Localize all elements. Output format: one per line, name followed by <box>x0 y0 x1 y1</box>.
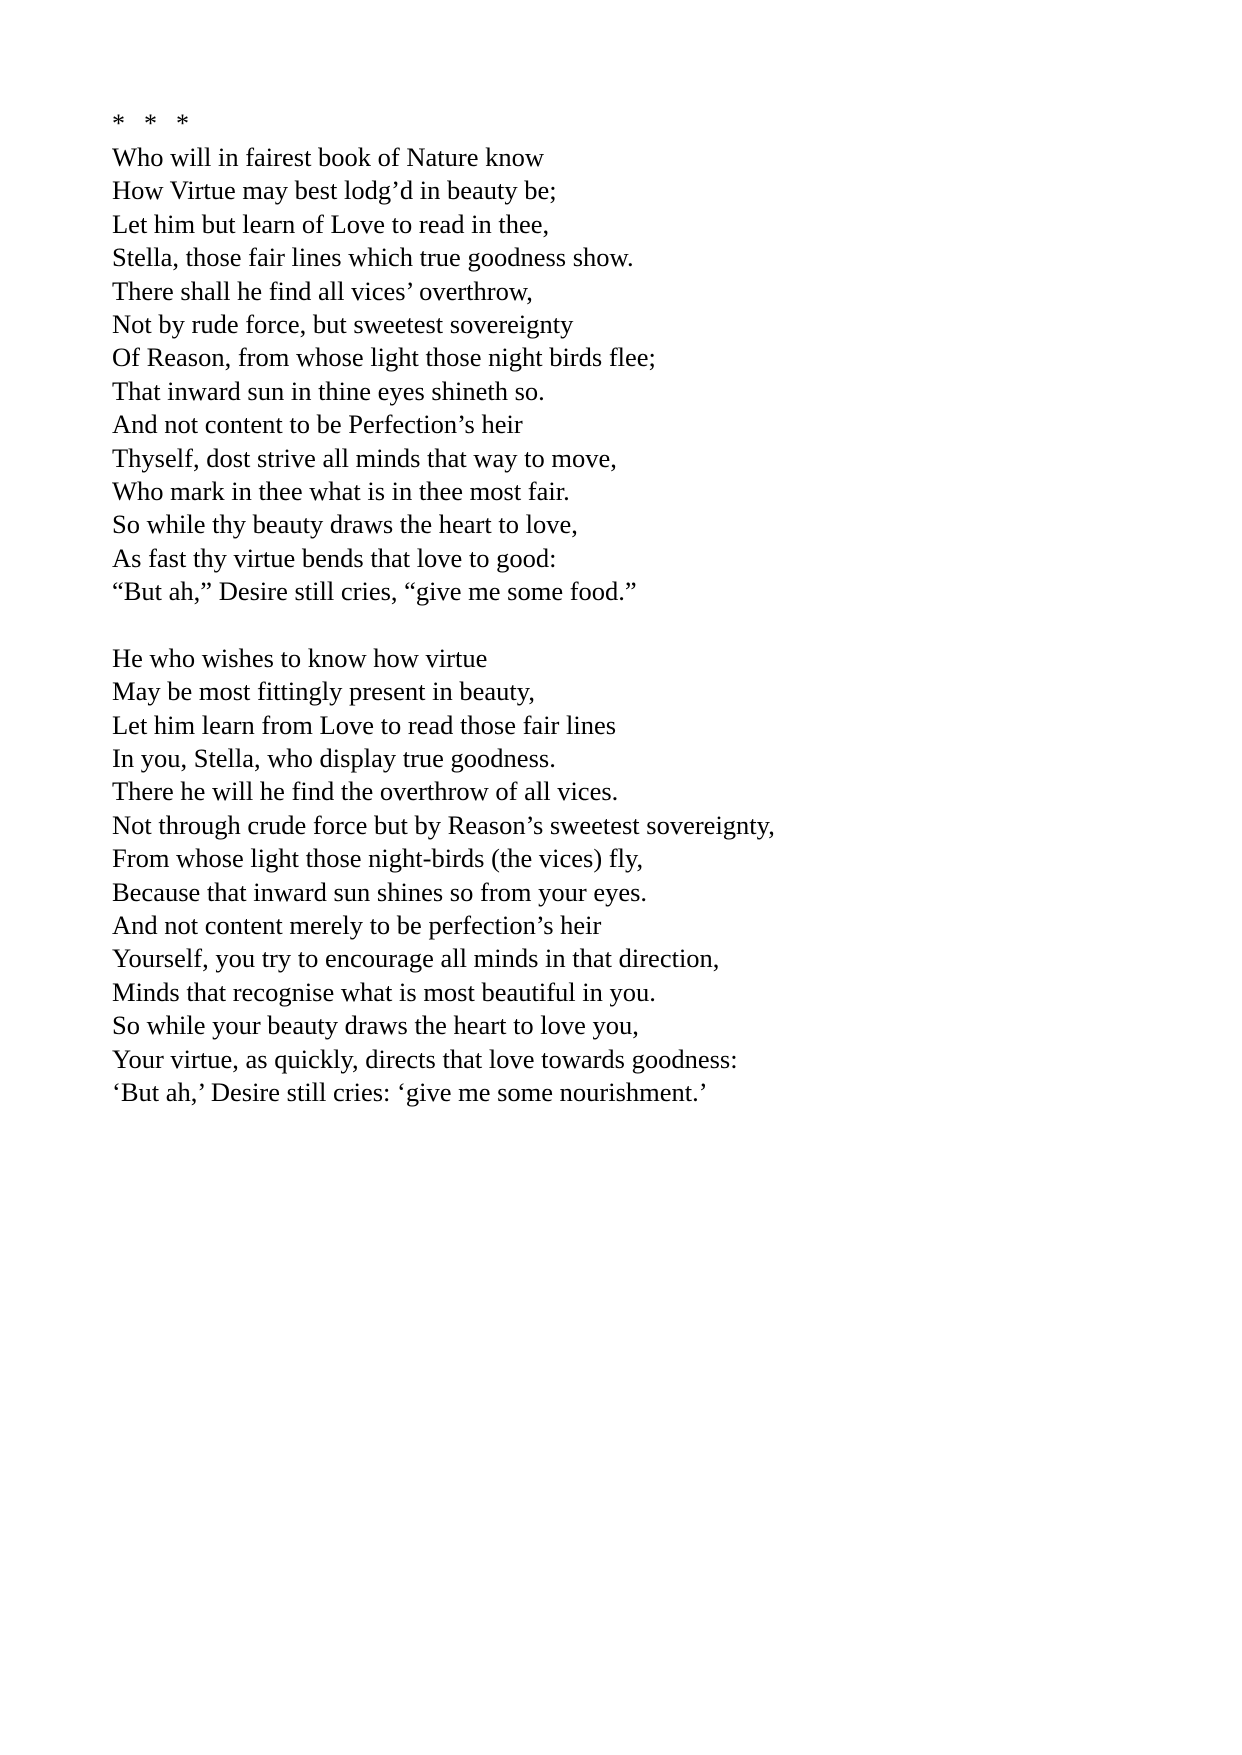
paraphrase-line: In you, Stella, who display true goodness. <box>112 742 556 773</box>
poem-line: Thyself, dost strive all minds that way to move, <box>112 442 617 473</box>
paraphrase-line: He who wishes to know how virtue <box>112 642 488 673</box>
paraphrase-line: ‘But ah,’ Desire still cries: ‘give me some nourishment.’ <box>112 1076 708 1107</box>
poem-line: As fast thy virtue bends that love to good: <box>112 542 557 573</box>
paraphrase-line: And not content merely to be perfection’s heir <box>112 909 602 940</box>
poem-line: Let him but learn of Love to read in thee, <box>112 208 550 239</box>
original-sonnet <box>112 141 1162 609</box>
paraphrase-line: So while your beauty draws the heart to love you, <box>112 1010 639 1041</box>
poem-line: “But ah,” Desire still cries, “give me some food.” <box>112 576 637 607</box>
paraphrase-line: Your virtue, as quickly, directs that love towards goodness: <box>112 1043 738 1074</box>
modern-paraphrase <box>112 642 1162 1110</box>
paraphrase-line: Not through crude force but by Reason’s sweetest sovereignty, <box>112 809 775 840</box>
stanza-spacer <box>112 609 1162 642</box>
poem-line: Who will in fairest book of Nature know <box>112 142 544 172</box>
poem-text-block <box>112 107 1162 1109</box>
paraphrase-line: Because that inward sun shines so from your eyes. <box>112 876 648 907</box>
poem-line: So while thy beauty draws the heart to love, <box>112 509 578 540</box>
paraphrase-line: Yourself, you try to encourage all minds in that direction, <box>112 943 720 974</box>
section-break-asterisks: * * * <box>112 109 191 138</box>
paraphrase-line: Minds that recognise what is most beautiful in you. <box>112 976 656 1007</box>
poem-line: Stella, those fair lines which true goodness show. <box>112 242 634 273</box>
paraphrase-line: Let him learn from Love to read those fair lines <box>112 709 617 740</box>
paraphrase-line: From whose light those night-birds (the vices) fly, <box>112 843 644 874</box>
poem-line: Of Reason, from whose light those night birds flee; <box>112 342 656 373</box>
poem-line: Not by rude force, but sweetest sovereignty <box>112 309 574 340</box>
paraphrase-line: May be most fittingly present in beauty, <box>112 676 535 707</box>
poem-line: That inward sun in thine eyes shineth so. <box>112 375 545 406</box>
poem-line: Who mark in thee what is in thee most fair. <box>112 476 570 507</box>
paraphrase-line: There he will he find the overthrow of all vices. <box>112 776 619 807</box>
poem-line: There shall he find all vices’ overthrow, <box>112 275 533 306</box>
poem-line: How Virtue may best lodg’d in beauty be; <box>112 175 557 206</box>
poem-line: And not content to be Perfection’s heir <box>112 409 523 440</box>
